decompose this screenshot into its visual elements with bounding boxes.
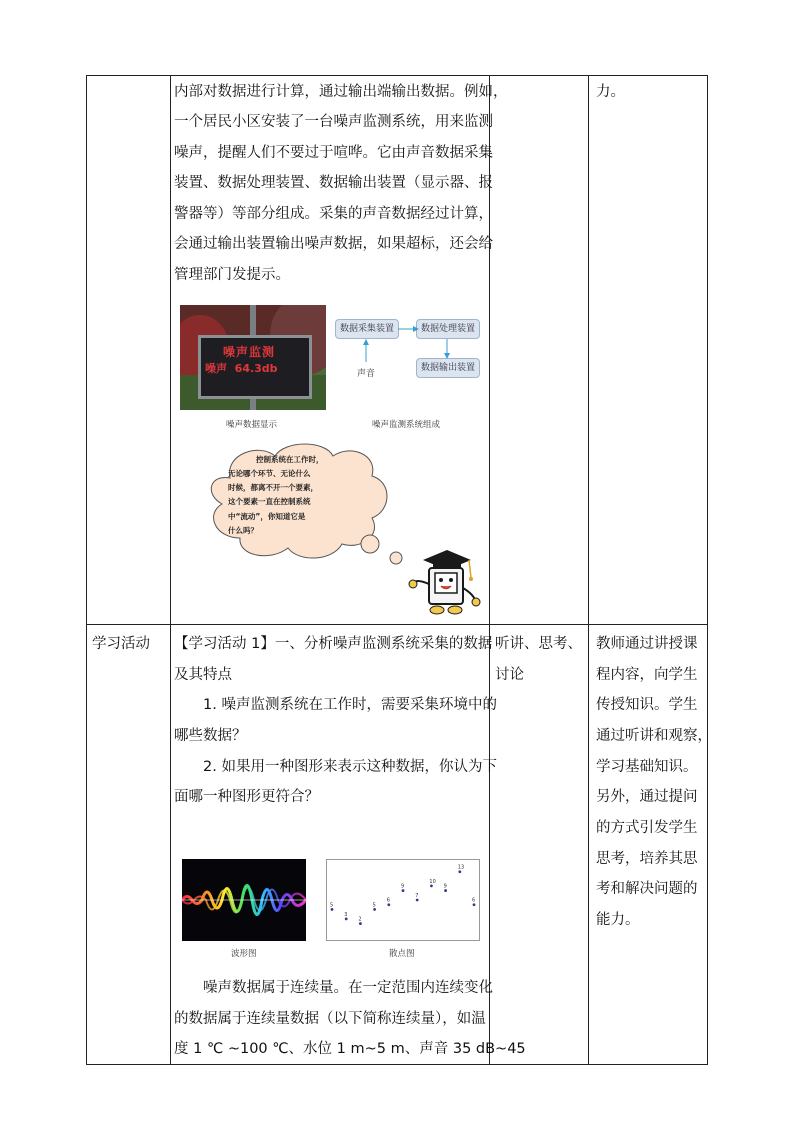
waveform-image (182, 859, 306, 941)
scatter-point (416, 899, 419, 902)
diagram-arrows (330, 310, 490, 380)
scatter-point (345, 917, 348, 920)
scatter-point (359, 922, 362, 925)
scatter-point-label: 5 (330, 902, 334, 909)
led-sign-panel (198, 335, 312, 399)
text-line: 的数据属于连续量数据（以下简称连续量），如温 (174, 1011, 486, 1027)
text-line: 通过听讲和观察， (596, 728, 712, 744)
text-line: 听讲、思考、 (495, 636, 582, 652)
text-line: 度 1 ℃ ~100 ℃、水位 1 m~5 m、声音 35 dB~45 (174, 1041, 526, 1057)
photo-caption: 噪声数据显示 (226, 420, 278, 430)
scatter-point-label: 6 (472, 897, 476, 904)
scatter-point-label: 10 (429, 878, 436, 885)
scatter-point (331, 908, 334, 911)
scatter-point (402, 889, 405, 892)
text-line: 内部对数据进行计算，通过输出端输出数据。例如， (174, 84, 508, 100)
scatter-point-label: 5 (372, 902, 376, 909)
text-line: 1. 噪声监测系统在工作时，需要采集环境中的 (203, 697, 497, 713)
scatter-point-label: 13 (457, 864, 465, 871)
text-line: 2. 如果用一种图形来表示这种数据，你认为下 (203, 759, 497, 775)
scatter-caption: 散点图 (389, 949, 415, 959)
table-row-divider (86, 624, 708, 625)
text-line: 程内容，向学生 (596, 667, 698, 683)
text-line: 面哪一种图形更符合？ (174, 789, 319, 805)
scatter-point (373, 908, 376, 911)
text-line: 及其特点 (174, 667, 232, 683)
text-line: 教师通过讲授课 (596, 636, 698, 652)
text-line: 【学习活动 1】一、分析噪声监测系统采集的数据 (174, 636, 493, 652)
scatter-point (387, 903, 390, 906)
noise-display-photo (180, 305, 326, 410)
bubble-line: 时候，都离不开一个要素， (228, 483, 318, 492)
led-sign-line1: 噪声监测 (223, 345, 276, 359)
bubble-line: 什么吗？ (228, 526, 258, 535)
diagram-input-label: 声音 (357, 369, 376, 379)
waveform-caption: 波形图 (231, 949, 257, 959)
text-line: 警器等）等部分组成。采集的声音数据经过计算， (174, 206, 493, 222)
diagram-collect-box: 数据采集装置 (335, 319, 399, 339)
mascot-graduate-icon (405, 548, 489, 616)
text-line: 传授知识。学生 (596, 697, 698, 713)
scatter-image (326, 859, 480, 941)
text-line: 思考，培养其思 (596, 851, 698, 867)
text-line: 噪声，提醒人们不要过于喧哗。它由声音数据采集 (174, 145, 493, 161)
bubble-line: 中“流动”，你知道它是 (228, 512, 306, 521)
bubble-line: 无论哪个环节、无论什么 (228, 469, 311, 478)
scatter-point (444, 889, 447, 892)
scatter-point-label: 9 (401, 883, 405, 890)
scatter-point (473, 903, 476, 906)
text-line: 一个居民小区安装了一台噪声监测系统，用来监测 (174, 114, 493, 130)
led-sign-line2: 噪声 64.3db (205, 362, 278, 375)
diagram-process-box: 数据处理装置 (416, 319, 480, 339)
text-line: 哪些数据？ (174, 728, 247, 744)
diagram-output-box: 数据输出装置 (416, 358, 480, 378)
text-line: 管理部门发提示。 (174, 267, 290, 283)
table-top-border (86, 75, 708, 76)
scatter-point-label: 6 (386, 897, 390, 904)
text-line: 的方式引发学生 (596, 820, 698, 836)
scatter-point (430, 884, 433, 887)
table-col-line-4 (707, 75, 708, 1065)
text-line: 另外，通过提问 (596, 789, 698, 805)
table-col-line-3 (588, 75, 589, 1065)
scatter-point (458, 870, 461, 873)
text-line: 学习基础知识。 (596, 759, 698, 775)
bubble-line: 控制系统在工作时， (256, 455, 324, 464)
scatter-point-label: 7 (415, 893, 419, 899)
text-line: 讨论 (495, 667, 524, 683)
scatter-point-label: 2 (358, 916, 362, 923)
scatter-point-label: 9 (443, 883, 447, 890)
table-col-line-0 (86, 75, 87, 1065)
text-line: 考和解决问题的 (596, 881, 698, 897)
bubble-line: 这个要素一直在控制系统 (228, 497, 311, 506)
table-col-line-1 (170, 75, 171, 1065)
stage-label: 学习活动 (92, 636, 150, 652)
scatter-point-label: 3 (344, 911, 348, 918)
row1-purpose-text: 力。 (596, 84, 625, 100)
text-line: 能力。 (596, 912, 640, 928)
text-line: 会通过输出装置输出噪声数据，如果超标，还会给 (174, 236, 493, 252)
diagram-caption: 噪声监测系统组成 (372, 420, 441, 430)
text-line: 噪声数据属于连续量。在一定范围内连续变化 (203, 980, 493, 996)
text-line: 装置、数据处理装置、数据输出装置（显示器、报 (174, 175, 493, 191)
